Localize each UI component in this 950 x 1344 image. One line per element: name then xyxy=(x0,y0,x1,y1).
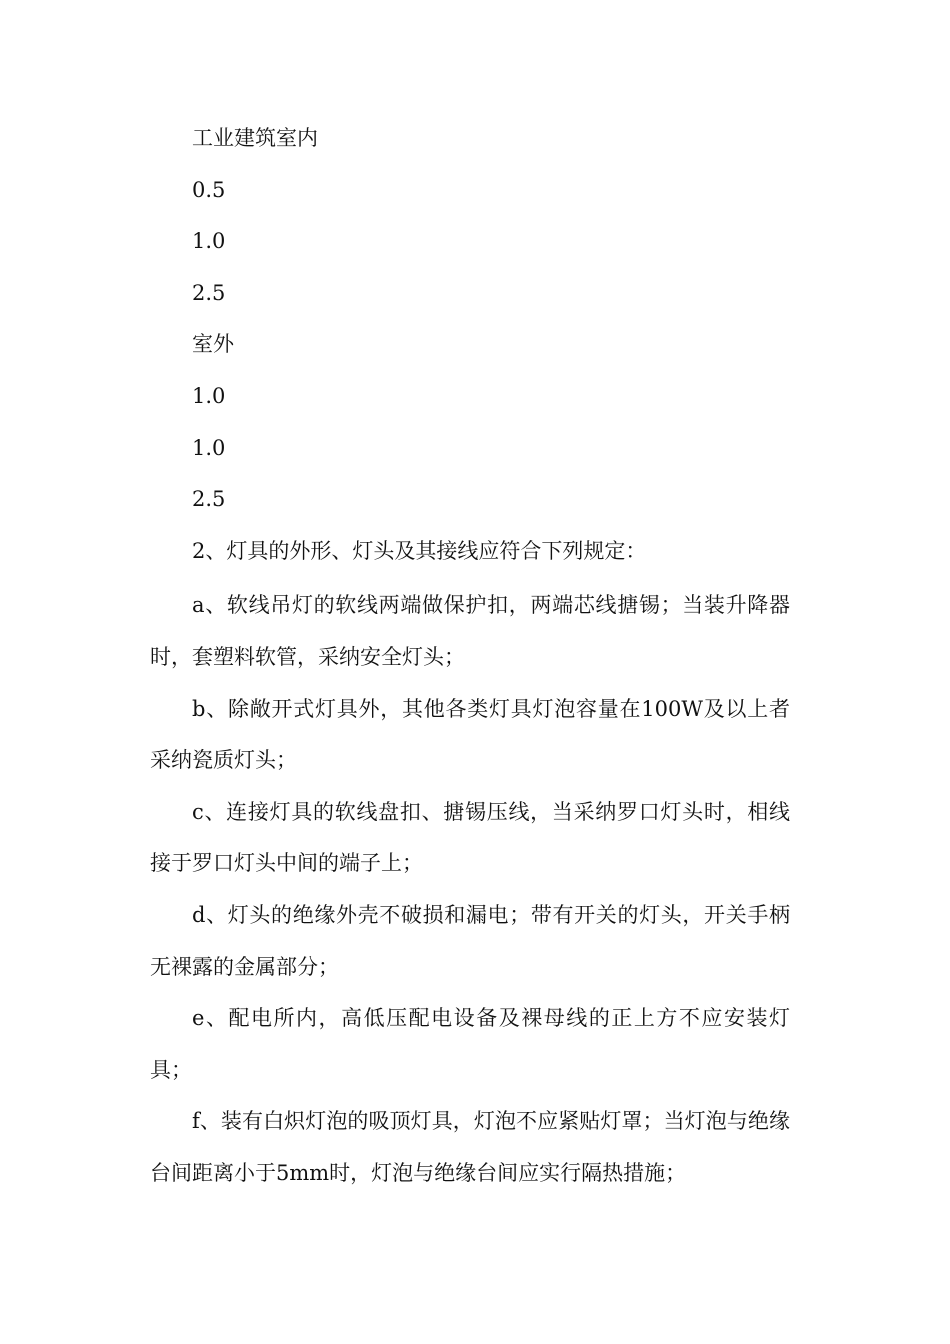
table-cell-text: 工业建筑室内 xyxy=(192,126,318,150)
paragraph-c: c、连接灯具的软线盘扣、搪锡压线，当采纳罗口灯头时，相线接于罗口灯头中间的端子上； xyxy=(150,799,790,876)
paragraph-d: d、灯头的绝缘外壳不破损和漏电；带有开关的灯头，开关手柄无裸露的金属部分； xyxy=(150,902,790,979)
paragraph-b: b、除敞开式灯具外，其他各类灯具灯泡容量在100W及以上者采纳瓷质灯头； xyxy=(150,696,790,773)
table-cell-text: 室外 xyxy=(192,332,234,357)
table-cell-text: 2.5 xyxy=(192,487,226,512)
table-cell-text: 1.0 xyxy=(192,229,226,254)
paragraph-e: e、配电所内，高低压配电设备及裸母线的正上方不应安装灯具； xyxy=(150,1006,790,1082)
paragraph-a: a、软线吊灯的软线两端做保护扣，两端芯线搪锡；当装升降器时，套塑料软管，采纳安全灯头； xyxy=(150,593,790,669)
section-heading: 2、灯具的外形、灯头及其接线应符合下列规定： xyxy=(192,538,647,563)
table-cell-text: 1.0 xyxy=(192,435,226,460)
document-body xyxy=(150,116,790,1199)
paragraph-f: f、装有白炽灯泡的吸顶灯具，灯泡不应紧贴灯罩；当灯泡与绝缘台间距离小于5mm时，灯泡与绝缘台间应实行隔热措施； xyxy=(150,1109,790,1185)
table-cell-text: 1.0 xyxy=(192,383,226,408)
table-cell-text: 0.5 xyxy=(192,177,226,202)
table-cell-text: 2.5 xyxy=(192,280,226,305)
